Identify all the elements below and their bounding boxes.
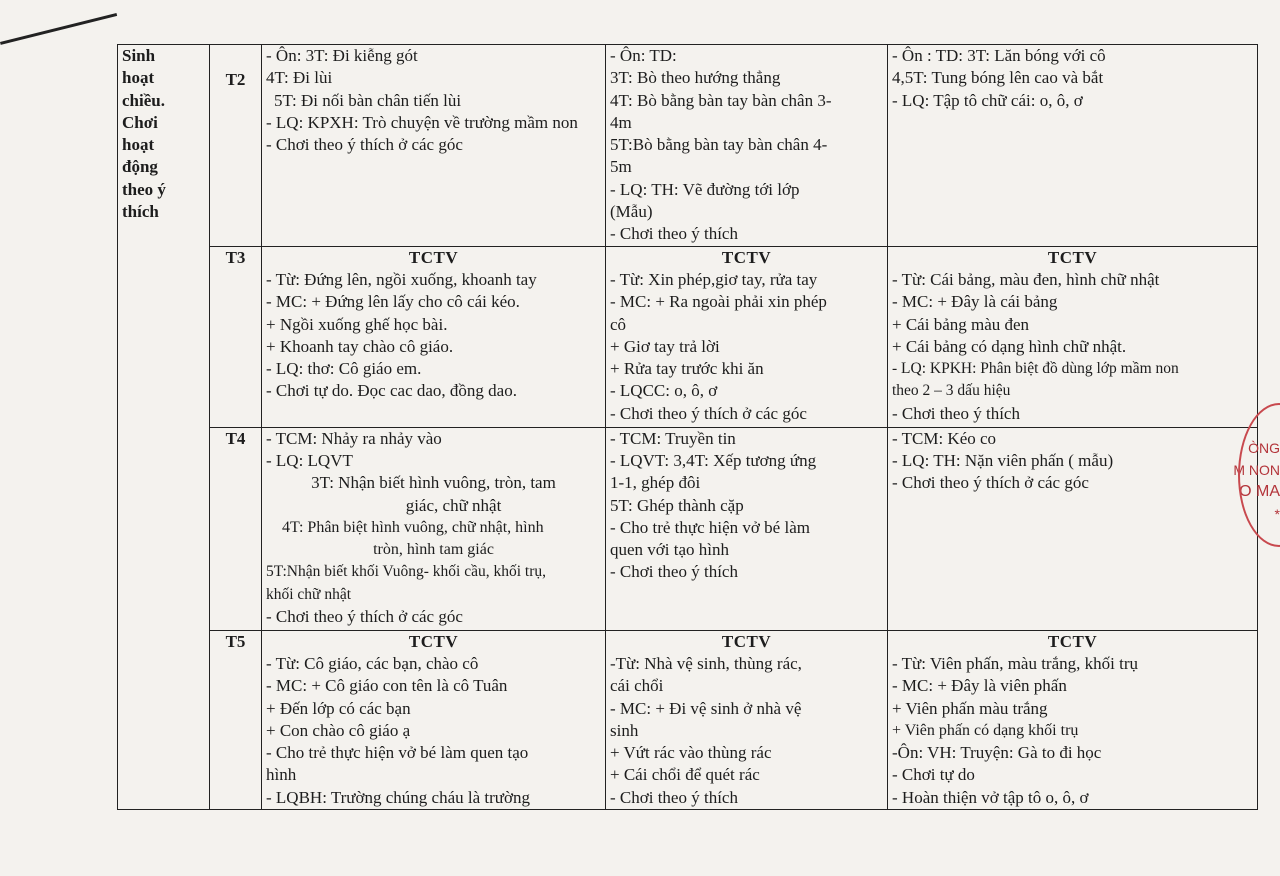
section-line: hoạt [122, 135, 155, 155]
text-line: 1-1, ghép đôi [610, 473, 701, 493]
text-line: - Từ: Cái bảng, màu đen, hình chữ nhật [892, 269, 1160, 289]
tctv-header: TCTV [721, 247, 772, 267]
t3-col-2 [606, 246, 888, 427]
text-line: - LQCC: o, ô, ơ [610, 381, 718, 401]
section-label-cell [118, 45, 210, 810]
text-line: 4,5T: Tung bóng lên cao và bắt [892, 68, 1104, 88]
section-line: chiều. [122, 90, 165, 110]
text-line: + Vứt rác vào thùng rác [610, 743, 772, 763]
text-line: sinh [610, 720, 639, 740]
text-line: - Chơi theo ý thích ở các góc [266, 607, 463, 627]
text-line: - Chơi tự do. Đọc cac dao, đồng dao. [266, 381, 517, 401]
section-line: động [122, 157, 158, 177]
text-line: 4T: Bò bằng bàn tay bàn chân 3- [610, 90, 832, 110]
seal-text: ÒNG [1248, 440, 1280, 456]
text-line: 4T: Đi lùi [266, 68, 333, 88]
t4-col-2 [606, 427, 888, 630]
text-line: - LQVT: 3,4T: Xếp tương ứng [610, 450, 817, 470]
t5-col-2 [606, 630, 888, 809]
tctv-header: TCTV [408, 631, 459, 651]
text-line: - Chơi theo ý thích [610, 562, 738, 582]
text-line: - Từ: Xin phép,giơ tay, rửa tay [610, 269, 818, 289]
red-seal-stamp [1232, 405, 1280, 545]
text-line: giác, chữ nhật [405, 495, 502, 515]
text-line: - MC: + Đây là viên phấn [892, 676, 1067, 696]
text-line: 5T:Bò bằng bàn tay bàn chân 4- [610, 135, 828, 155]
text-line: - LQ: TH: Vẽ đường tới lớp [610, 179, 800, 199]
section-line: Sinh [122, 46, 156, 65]
text-line: - Ôn : TD: 3T: Lăn bóng với cô [892, 46, 1106, 65]
text-line: -Từ: Nhà vệ sinh, thùng rác, [610, 653, 802, 673]
text-line: - TCM: Kéo co [892, 428, 997, 448]
text-line: khối chữ nhật [266, 585, 352, 603]
t5-col-3 [888, 630, 1258, 809]
day-label-t2: T2 [210, 45, 262, 247]
day-label-t4: T4 [210, 427, 262, 630]
text-line: (Mẫu) [610, 202, 653, 222]
text-line: theo 2 – 3 dấu hiệu [892, 382, 1011, 400]
text-line: - TCM: Truyền tin [610, 428, 736, 448]
text-line: cô [610, 314, 627, 334]
text-line: - MC: + Cô giáo con tên là cô Tuân [266, 676, 508, 696]
seal-star-icon: * [1274, 506, 1280, 522]
text-line: - LQ: KPKH: Phân biệt đồ dùng lớp mầm non [892, 360, 1179, 378]
text-line: quen với tạo hình [610, 540, 729, 560]
text-line: + Cái bảng màu đen [892, 314, 1030, 334]
text-line: - Chơi tự do [892, 765, 975, 785]
text-line: 4T: Phân biệt hình vuông, chữ nhật, hình [282, 518, 544, 536]
text-line: - LQ: LQVT [266, 450, 353, 470]
text-line: 5T: Ghép thành cặp [610, 495, 744, 515]
t2-col-3 [888, 45, 1258, 247]
text-line: - MC: + Ra ngoài phải xin phép [610, 292, 827, 312]
row-t3 [118, 246, 1258, 427]
text-line: + Rửa tay trước khi ăn [610, 359, 764, 379]
text-line: 4m [610, 112, 632, 132]
text-line: - Chơi theo ý thích [610, 787, 738, 807]
text-line: cái chổi [610, 676, 664, 696]
tctv-header: TCTV [408, 247, 459, 267]
section-line: theo ý [122, 179, 166, 199]
text-line: - Ôn: TD: [610, 46, 677, 65]
text-line: - LQ: TH: Nặn viên phấn ( mẫu) [892, 450, 1114, 470]
text-line: - Cho trẻ thực hiện vở bé làm quen tạo [266, 743, 529, 763]
text-line: - MC: + Đây là cái bảng [892, 292, 1058, 312]
text-line: + Viên phấn màu trắng [892, 698, 1048, 718]
text-line: - Hoàn thiện vở tập tô o, ô, ơ [892, 787, 1089, 807]
text-line: 5m [610, 157, 632, 177]
section-line: hoạt [122, 68, 155, 88]
text-line: - Chơi theo ý thích ở các góc [892, 473, 1089, 493]
text-line: - MC: + Đứng lên lấy cho cô cái kéo. [266, 292, 520, 312]
text-line: -Ôn: VH: Truyện: Gà to đi học [892, 743, 1102, 763]
text-line: - LQ: KPXH: Trò chuyện về trường mầm non [266, 112, 578, 132]
tctv-header: TCTV [721, 631, 772, 651]
text-line: + Con chào cô giáo ạ [266, 720, 411, 740]
t2-col-1 [262, 45, 606, 247]
text-line: 5T:Nhận biết khối Vuông- khối cầu, khối trụ, [266, 563, 546, 581]
text-line: hình [266, 765, 297, 785]
text-line: 3T: Nhận biết hình vuông, tròn, tam [311, 473, 556, 493]
seal-text: M NON [1233, 462, 1280, 478]
text-line: - Từ: Đứng lên, ngồi xuống, khoanh tay [266, 269, 537, 289]
text-line: - Chơi theo ý thích ở các góc [266, 135, 463, 155]
text-line: - Cho trẻ thực hiện vở bé làm [610, 517, 810, 537]
text-line: + Ngồi xuống ghế học bài. [266, 314, 448, 334]
text-line: tròn, hình tam giác [373, 541, 494, 559]
text-line: 5T: Đi nối bàn chân tiến lùi [274, 90, 462, 110]
seal-text: O MA [1239, 483, 1280, 500]
text-line: - Chơi theo ý thích [892, 403, 1020, 423]
text-line: - Chơi theo ý thích ở các góc [610, 403, 807, 423]
text-line: - LQBH: Trường chúng cháu là trường [266, 787, 530, 807]
t4-col-3 [888, 427, 1258, 630]
text-line: + Cái bảng có dạng hình chữ nhật. [892, 336, 1127, 356]
t4-col-1 [262, 427, 606, 630]
text-line: - TCM: Nhảy ra nhảy vào [266, 428, 442, 448]
text-line: + Khoanh tay chào cô giáo. [266, 336, 454, 356]
text-line: - MC: + Đi vệ sinh ở nhà vệ [610, 698, 802, 718]
section-line: thích [122, 202, 159, 222]
t2-col-2 [606, 45, 888, 247]
text-line: + Đến lớp có các bạn [266, 698, 411, 718]
text-line: - Chơi theo ý thích [610, 224, 738, 244]
section-line: Chơi [122, 112, 158, 132]
seal-arc [1238, 403, 1280, 547]
t5-col-1 [262, 630, 606, 809]
text-line: - LQ: thơ: Cô giáo em. [266, 359, 422, 379]
text-line: + Giơ tay trả lời [610, 336, 720, 356]
row-t4 [118, 427, 1258, 630]
t3-col-3 [888, 246, 1258, 427]
day-label-t5: T5 [210, 630, 262, 809]
row-t5 [118, 630, 1258, 809]
page-edge-shadow [0, 13, 127, 84]
text-line: - Từ: Cô giáo, các bạn, chào cô [266, 653, 479, 673]
text-line: - Từ: Viên phấn, màu trắng, khối trụ [892, 653, 1138, 673]
text-line: - LQ: Tập tô chữ cái: o, ô, ơ [892, 90, 1083, 110]
day-label-t3: T3 [210, 246, 262, 427]
schedule-table [117, 44, 1258, 810]
text-line: 3T: Bò theo hướng thẳng [610, 68, 781, 88]
text-line: - Ôn: 3T: Đi kiễng gót [266, 46, 418, 65]
text-line: + Viên phấn có dạng khối trụ [892, 721, 1079, 739]
tctv-header: TCTV [1047, 631, 1098, 651]
tctv-header: TCTV [1047, 247, 1098, 267]
text-line: + Cái chổi để quét rác [610, 765, 760, 785]
t3-col-1 [262, 246, 606, 427]
row-t2 [118, 45, 1258, 247]
